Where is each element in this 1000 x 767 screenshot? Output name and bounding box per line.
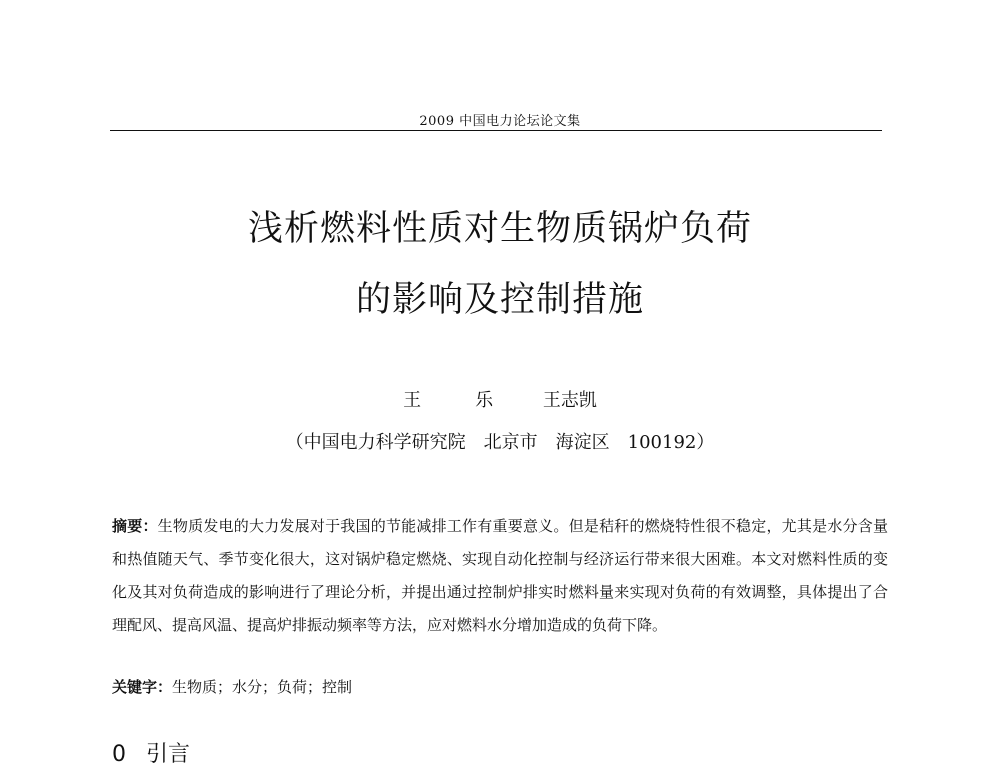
section-number: 0 bbox=[112, 742, 126, 767]
affiliation: （中国电力科学研究院 北京市 海淀区 100192） bbox=[285, 432, 715, 453]
section-heading bbox=[112, 744, 190, 766]
authors bbox=[0, 386, 1000, 412]
header-rule bbox=[110, 130, 882, 131]
paper-title-line-2: 的影响及控制措施 bbox=[355, 280, 644, 320]
author-2: 王志凯 bbox=[542, 390, 597, 411]
abstract-text: 生物质发电的大力发展对于我国的节能减排工作有重要意义。但是秸秆的燃烧特性很不稳定，尤其是水分含量和热值随天气、季节变化很大，这对锅炉稳定燃烧、实现自动化控制与经济运行带来很大困难。本文对燃料性质的变化及其对负荷造成的影响进行了理论分析，并提出通过控制炉排实时燃料量来实现对负荷的有效调整，具体提出了合理配风、提高风温、提高炉排振动频率等方法，应对燃料水分增加造成的负荷下降。 bbox=[112, 517, 888, 634]
keywords-text: 生物质；水分；负荷；控制 bbox=[172, 678, 353, 696]
keywords-label: 关键字： bbox=[112, 678, 173, 696]
running-header: 2009 中国电力论坛论文集 bbox=[419, 114, 581, 129]
abstract bbox=[112, 510, 888, 642]
section-title: 引言 bbox=[146, 742, 191, 767]
author-1: 王 乐 bbox=[403, 390, 512, 411]
abstract-label: 摘要： bbox=[112, 517, 158, 535]
keywords bbox=[112, 676, 352, 698]
paper-title-line-1: 浅析燃料性质对生物质锅炉负荷 bbox=[247, 209, 752, 249]
